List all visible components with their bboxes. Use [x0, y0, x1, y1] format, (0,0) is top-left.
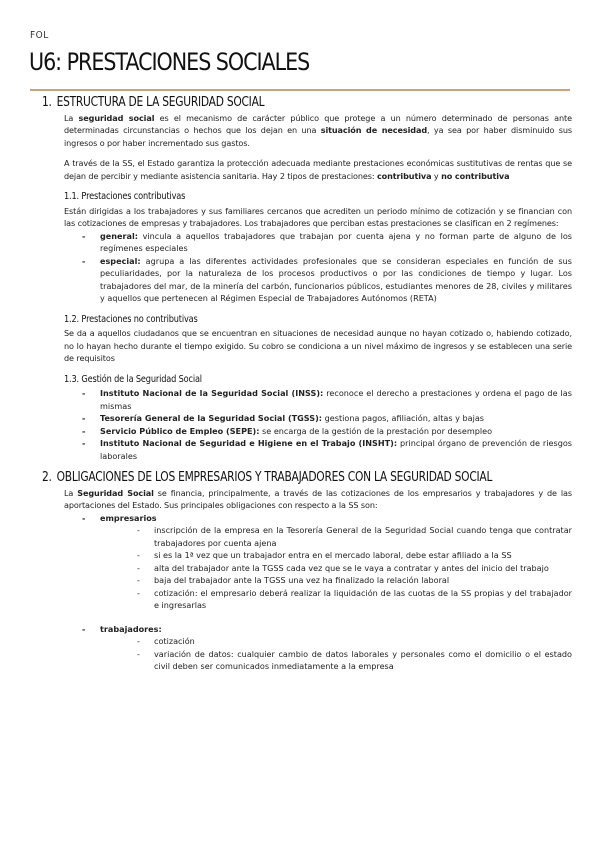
text-run: y: [431, 170, 442, 181]
item-text: gestiona pagos, afiliación, altas y bajas: [322, 413, 484, 423]
sublist-item: - cotización: el empresario deberá realizar la liquidación de las cuotas de la SS propias y del trabajador e ingresarlas: [154, 587, 572, 612]
item-text: agrupa a las diferentes actividades profesionales que se consideran especiales en función de sus peculiaridades, por la naturaleza de los procesos productivos o por las condiciones de tiempo y lugar. Los trabajadores del mar, de la minería del carbón, funcionarios públicos, estudiantes menores de 28, civiles y militares y aquellos que pertenecen al Régimen Especial de Trabajadores Autónomos (RETA): [100, 255, 572, 303]
bold-term: no contributiva: [441, 170, 510, 181]
sublist-item: - inscripción de la empresa en la Tesorería General de la Seguridad Social cuando tenga que contratar trabajadores por cuenta ajena: [154, 524, 572, 549]
section-2-title: OBLIGACIONES DE LOS EMPRESARIOS Y TRABAJADORES CON LA SEGURIDAD SOCIAL: [56, 470, 493, 485]
subject-label: FOL: [30, 30, 49, 41]
bold-term: Instituto Nacional de la Seguridad Social (INSS):: [100, 388, 324, 398]
subsection-1-2-heading: 1.2. Prestaciones no contributivas: [64, 313, 198, 325]
list-item: [100, 437, 572, 462]
bold-term: general:: [100, 230, 138, 241]
regimes-list: [46, 230, 572, 305]
subsection-1-2-text: Se da a aquellos ciudadanos que se encuentran en situaciones de necesidad aunque no hayan cotizado o, habiendo cotizado, no lo hayan hecho durante el tiempo exigido. Su cobro se condiciona a un nivel máximo de ingresos y se establecen una serie de requisitos: [64, 328, 572, 363]
bold-term: Instituto Nacional de Seguridad e Higiene en el Trabajo (INSHT):: [100, 438, 398, 448]
bold-term: trabajadores:: [100, 623, 162, 634]
section-2-intro: [64, 487, 572, 512]
bold-term: Tesorería General de la Seguridad Social (TGSS):: [100, 413, 323, 423]
list-item: [100, 230, 572, 255]
document-body: [42, 95, 573, 673]
list-item: [100, 387, 572, 412]
bold-term: seguridad social: [78, 112, 155, 123]
subsection-1-1-text: Están dirigidas a los trabajadores y sus familiares cercanos que acrediten un periodo mínimo de cotización y se financian con las cotizaciones de empresas y trabajadores. Los trabajadores que perciban estas prestaciones se clasifican en 2 regímenes:: [64, 205, 572, 228]
text-run: , ya sea por haber disminuido sus ingresos o por haber incrementado sus gastos.: [64, 125, 572, 148]
item-text: principal órgano de prevención de riesgos laborales: [100, 438, 573, 461]
text-run: A través de la SS, el Estado garantiza la protección adecuada mediante prestaciones económicas sustitutivas de rentas que se dejan de percibir y mediante asistencia sanitaria. Hay 2 tipos de prestaciones:: [64, 158, 572, 181]
text-run: se financia, principalmente, a través de las cotizaciones de los empresarios y trabajadores y de las aportaciones del Estado. Sus principales obligaciones con respecto a la SS son:: [64, 487, 572, 510]
list-item: [100, 412, 572, 425]
bold-term: Servicio Público de Empleo (SEPE):: [100, 425, 260, 436]
sublist-item: - baja del trabajador ante la TGSS una vez ha finalizado la relación laboral: [154, 574, 572, 587]
list-item: [100, 255, 572, 305]
sublist-item: - si es la 1ª vez que un trabajador entra en el mercado laboral, debe estar afiliado a la SS: [154, 549, 572, 562]
subsection-1-1-heading: 1.1. Prestaciones contributivas: [64, 191, 186, 202]
title-divider: [30, 89, 570, 91]
section-2-heading: [42, 470, 493, 485]
text-run: La: [64, 487, 78, 498]
item-text: se encarga de la gestión de la prestación por desempleo: [259, 425, 493, 436]
list-item: [100, 425, 572, 438]
section-1-heading: [42, 97, 477, 110]
page-title: U6: PRESTACIONES SOCIALES: [29, 48, 310, 76]
obligations-list: [46, 512, 572, 673]
bold-term: situación de necesidad: [320, 125, 428, 135]
section-2-number: 2.: [42, 470, 52, 485]
empresarios-sublist: [100, 524, 572, 612]
trabajadores-sublist: [100, 635, 572, 673]
bold-term: contributiva: [376, 170, 432, 181]
bold-term: empresarios: [100, 512, 157, 523]
sublist-item: - variación de datos: cualquier cambio de datos laborales y personales como el domicilio o el estado civil deben ser comunicados inmediatamente a la empresa: [154, 648, 572, 673]
subsection-1-3-heading: 1.3. Gestión de la Seguridad Social: [64, 373, 202, 385]
section-1-title: ESTRUCTURA DE LA SEGURIDAD SOCIAL: [56, 95, 265, 110]
sublist-item: - cotización: [154, 635, 572, 648]
bold-term: especial:: [100, 255, 141, 266]
section-1-number: 1.: [42, 95, 52, 110]
management-list: [46, 387, 572, 462]
bold-term: Seguridad Social: [77, 487, 154, 498]
list-item-trabajadores: [100, 623, 572, 673]
text-run: es el mecanismo de carácter público que protege a un número determinado de personas ante determinadas circunstancias o hechos que los dejan en una: [64, 112, 572, 135]
text-run: La: [64, 112, 79, 123]
sublist-item: - alta del trabajador ante la TGSS cada vez que se le vaya a contratar y antes del inicio del trabajo: [154, 562, 572, 575]
list-item-empresarios: [100, 512, 572, 612]
item-text: reconoce el derecho a prestaciones y ordena el pago de las mismas: [100, 388, 572, 411]
section-1-intro: [64, 112, 572, 150]
item-text: vincula a aquellos trabajadores que trabajan por cuenta ajena y no forman parte de alguno de los regímenes especiales: [100, 230, 572, 253]
section-1-paragraph-2: [64, 157, 572, 182]
